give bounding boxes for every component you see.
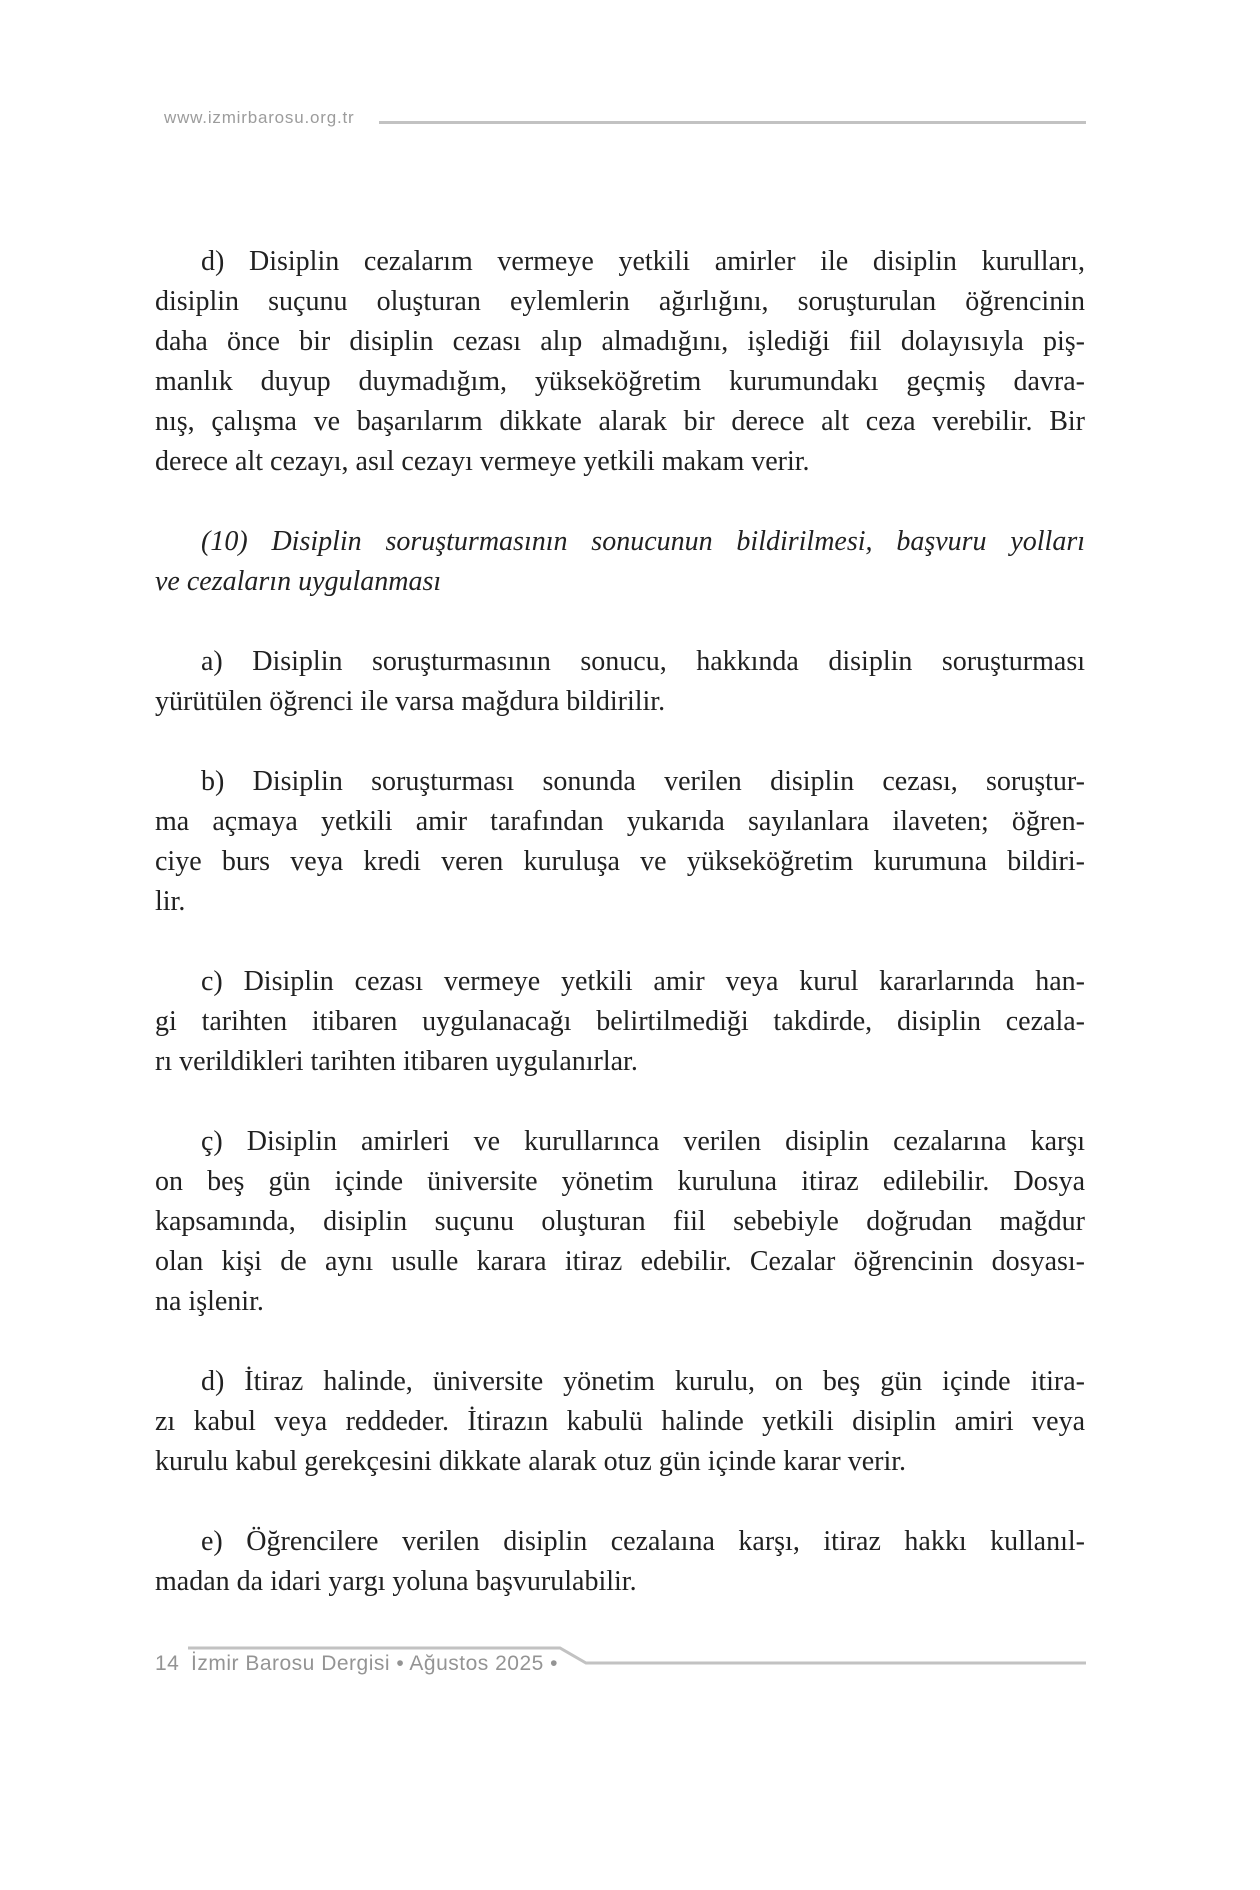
footer-page-number: 14 xyxy=(155,1652,180,1675)
text-line-content: ve cezaların uygulanması xyxy=(155,566,442,597)
text-line xyxy=(155,362,1085,402)
text-line xyxy=(155,842,1085,882)
text-line-content: b) Disiplin soruşturması sonunda verilen disiplin cezası, soruştur- xyxy=(201,766,1085,797)
text-line xyxy=(155,242,1085,282)
text-line xyxy=(155,642,1085,682)
text-line-content: c) Disiplin cezası vermeye yetkili amir veya kurul kararlarında han- xyxy=(201,966,1085,997)
text-line-content: gi tarihten itibaren uygulanacağı belirtilmediği takdirde, disiplin cezala- xyxy=(155,1006,1085,1037)
text-line xyxy=(155,1002,1085,1042)
text-line-content: kurulu kabul gerekçesini dikkate alarak otuz gün içinde karar verir. xyxy=(155,1446,907,1477)
text-line xyxy=(155,682,1085,722)
text-line xyxy=(155,882,1085,922)
text-line-content: na işlenir. xyxy=(155,1286,264,1317)
paragraph xyxy=(155,1122,1085,1322)
text-line-content: nış, çalışma ve başarılarım dikkate alarak bir derece alt ceza verebilir. Bir xyxy=(155,406,1085,437)
text-line-content: ciye burs veya kredi veren kuruluşa ve yükseköğretim kurumuna bildiri- xyxy=(155,846,1085,877)
text-line-content: d) İtiraz halinde, üniversite yönetim kurulu, on beş gün içinde itira- xyxy=(201,1366,1085,1397)
text-line xyxy=(155,962,1085,1002)
text-line xyxy=(155,1362,1085,1402)
text-line-content: a) Disiplin soruşturmasının sonucu, hakkında disiplin soruşturması xyxy=(201,646,1085,677)
paragraph xyxy=(155,522,1085,602)
text-line-content: kapsamında, disiplin suçunu oluşturan fiil sebebiyle doğrudan mağdur xyxy=(155,1206,1085,1237)
text-line xyxy=(155,1162,1085,1202)
text-line-content: zı kabul veya reddeder. İtirazın kabulü halinde yetkili disiplin amiri veya xyxy=(155,1406,1085,1437)
text-line-content: rı verildikleri tarihten itibaren uygulanırlar. xyxy=(155,1046,638,1077)
document-body xyxy=(155,242,1085,1642)
text-line xyxy=(155,1282,1085,1322)
text-line-content: lir. xyxy=(155,886,186,917)
text-line-content: ma açmaya yetkili amir tarafından yukarıda sayılanlara ilaveten; öğren- xyxy=(155,806,1085,837)
text-line-content: disiplin suçunu oluşturan eylemlerin ağırlığını, soruşturulan öğrencinin xyxy=(155,286,1085,317)
footer-journal-title: İzmir Barosu Dergisi • Ağustos 2025 • xyxy=(191,1652,559,1675)
text-line xyxy=(155,1202,1085,1242)
text-line xyxy=(155,522,1085,562)
text-line xyxy=(155,1442,1085,1482)
text-line xyxy=(155,1402,1085,1442)
text-line-content: olan kişi de aynı usulle karara itiraz edebilir. Cezalar öğrencinin dosyası- xyxy=(155,1246,1085,1277)
text-line-content: madan da idari yargı yoluna başvurulabilir. xyxy=(155,1566,637,1597)
text-line xyxy=(155,442,1085,482)
text-line xyxy=(155,1242,1085,1282)
paragraph xyxy=(155,642,1085,722)
text-line-content: yürütülen öğrenci ile varsa mağdura bildirilir. xyxy=(155,686,666,717)
text-line-content: e) Öğrencilere verilen disiplin cezalaına karşı, itiraz hakkı kullanıl- xyxy=(201,1526,1085,1557)
text-line xyxy=(155,282,1085,322)
paragraph xyxy=(155,242,1085,482)
text-line xyxy=(155,562,1085,602)
paragraph xyxy=(155,1362,1085,1482)
text-line-content: manlık duyup duymadığım, yükseköğretim kurumundakı geçmiş davra- xyxy=(155,366,1085,397)
text-line xyxy=(155,762,1085,802)
paragraph xyxy=(155,962,1085,1082)
text-line xyxy=(155,1122,1085,1162)
text-line xyxy=(155,322,1085,362)
text-line xyxy=(155,1562,1085,1602)
paragraph xyxy=(155,762,1085,922)
text-line-content: derece alt cezayı, asıl cezayı vermeye yetkili makam verir. xyxy=(155,446,810,477)
header-rule xyxy=(379,121,1086,124)
text-line-content: on beş gün içinde üniversite yönetim kuruluna itiraz edilebilir. Dosya xyxy=(155,1166,1085,1197)
text-line xyxy=(155,1522,1085,1562)
footer-rule xyxy=(0,1638,1260,1678)
text-line-content: ç) Disiplin amirleri ve kurullarınca verilen disiplin cezalarına karşı xyxy=(201,1126,1085,1157)
paragraph xyxy=(155,1522,1085,1602)
text-line xyxy=(155,1042,1085,1082)
text-line-content: d) Disiplin cezalarım vermeye yetkili amirler ile disiplin kurulları, xyxy=(201,246,1085,277)
text-line xyxy=(155,802,1085,842)
text-line-content: (10) Disiplin soruşturmasının sonucunun bildirilmesi, başvuru yolları xyxy=(201,526,1085,557)
text-line xyxy=(155,402,1085,442)
header-url: www.izmirbarosu.org.tr xyxy=(164,108,355,127)
text-line-content: daha önce bir disiplin cezası alıp almadığını, işlediği fiil dolayısıyla piş- xyxy=(155,326,1085,357)
